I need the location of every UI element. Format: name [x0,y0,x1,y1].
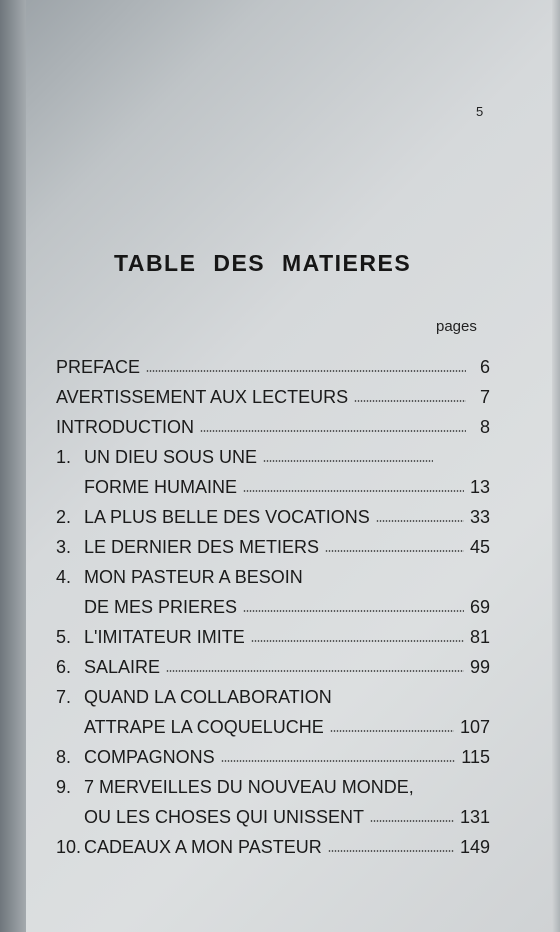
toc-entry-chapter-4 [56,562,490,618]
toc-entry-preface [56,352,490,378]
toc-entry-title: PREFACE [56,357,141,377]
toc-entry-number: 6. [56,657,72,677]
toc-entry-title-line-1: 7 MERVEILLES DU NOUVEAU MONDE, [84,777,414,797]
toc-entry-number: 5. [56,627,72,647]
toc-entry-page: 8 [479,417,490,437]
toc-entry-page: 33 [469,507,490,527]
toc-entry-title: LE DERNIER DES METIERS [84,537,320,557]
toc-entry-page: 7 [479,387,490,407]
toc-entry-page: 13 [469,477,490,497]
dot-leader [328,850,454,852]
dot-leader [243,490,464,492]
toc-entry-title-line-2: OU LES CHOSES QUI UNISSENT [84,807,365,827]
dot-leader [325,550,464,552]
toc-entry-page: 131 [459,807,490,827]
dot-leader [376,520,464,522]
toc-entry-title-line-1: QUAND LA COLLABORATION [84,687,332,707]
pages-column-label: pages [436,318,477,335]
dot-leader [263,460,433,462]
toc-entry-page: 81 [469,627,490,647]
toc-entry-chapter-1 [56,442,490,498]
dot-leader [221,760,456,762]
toc-entry-chapter-9 [56,772,490,828]
toc-entry-number: 4. [56,567,72,587]
toc-entry-page: 115 [461,747,490,767]
toc-entry-title: SALAIRE [84,657,161,677]
dot-leader [370,820,454,822]
toc-entry-title-line-1: MON PASTEUR A BESOIN [84,567,303,587]
toc-entry-number: 10. [56,837,82,857]
toc-entry-number: 1. [56,447,72,467]
toc-entry-page: 45 [469,537,490,557]
toc-entry-chapter-5 [56,622,490,648]
toc-entry-page: 149 [459,837,490,857]
dot-leader [251,640,464,642]
toc-entry-number: 7. [56,687,72,707]
dot-leader [166,670,464,672]
toc-entry-number: 2. [56,507,72,527]
toc-entry-chapter-2 [56,502,490,528]
toc-entry-number: 8. [56,747,72,767]
dot-leader [146,370,466,372]
toc-entry-title-line-2: FORME HUMAINE [84,477,237,497]
toc-entry-title: INTRODUCTION [56,417,194,437]
toc-entry-avertissement [56,382,490,408]
toc-entry-page: 107 [459,717,490,737]
dot-leader [354,400,466,402]
toc-entry-page: 99 [469,657,490,677]
toc-entry-page: 6 [479,357,490,377]
toc-entry-title: COMPAGNONS [84,747,215,767]
toc-entry-page: 69 [469,597,490,617]
toc-entry-title: AVERTISSEMENT AUX LECTEURS [56,387,349,407]
toc-entry-chapter-3 [56,532,490,558]
toc-title: TABLE DES MATIERES [114,250,412,276]
toc-entry-number: 9. [56,777,72,797]
toc-entry-title: L'IMITATEUR IMITE [84,627,245,647]
toc-entry-title: CADEAUX A MON PASTEUR [84,837,322,857]
dot-leader [330,730,454,732]
toc-entry-title-line-2: ATTRAPE LA COQUELUCHE [84,717,324,737]
toc-entry-chapter-10 [56,832,490,858]
dot-leader [200,430,466,432]
toc-entry-chapter-7 [56,682,490,738]
page-number: 5 [476,104,484,119]
toc-entry-number: 3. [56,537,72,557]
toc-entry-chapter-8 [56,742,490,768]
toc-entry-title: LA PLUS BELLE DES VOCATIONS [84,507,370,527]
toc-entry-introduction [56,412,490,438]
toc-entry-chapter-6 [56,652,490,678]
toc-entry-title-line-1: UN DIEU SOUS UNE [84,447,258,467]
dot-leader [243,610,464,612]
toc-entry-title-line-2: DE MES PRIERES [84,597,238,617]
